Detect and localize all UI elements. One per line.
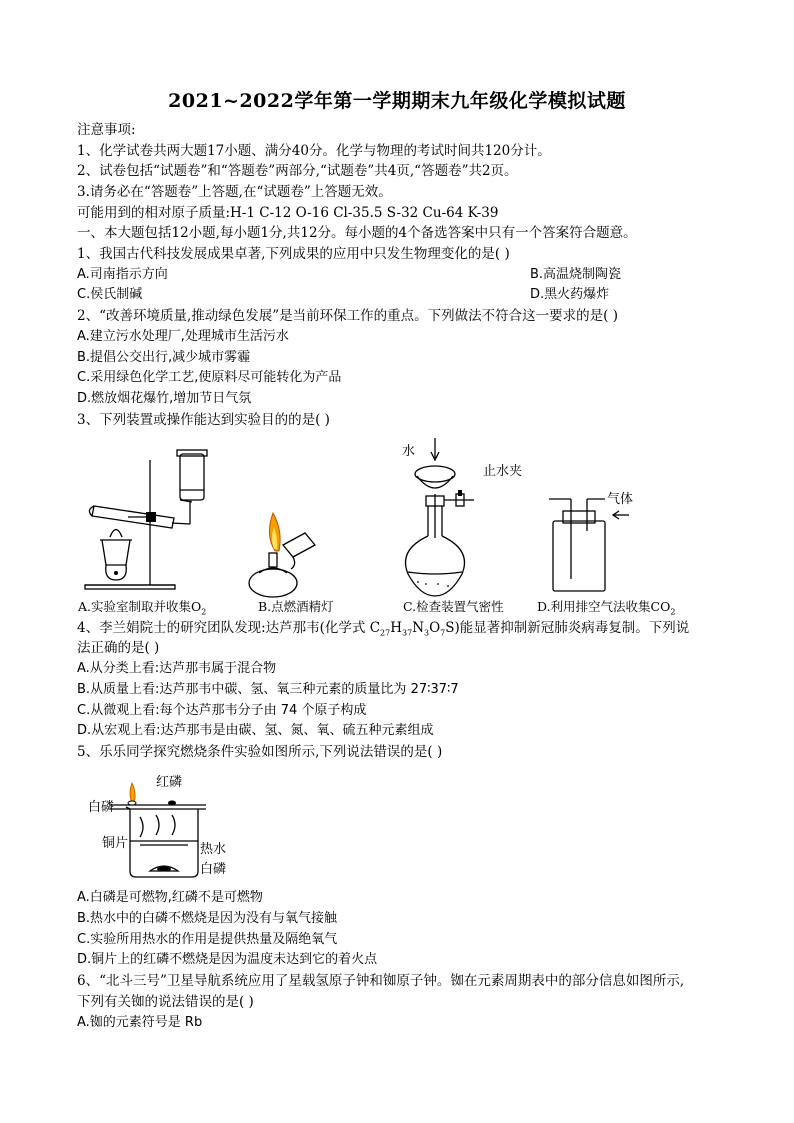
note-2: 2、试卷包括“试题卷”和“答题卷”两部分,“试题卷”共4页,“答题卷”共2页。 [77,163,518,179]
q2-stem: 2、“改善环境质量,推动绿色发展”是当前环保工作的重点。下列做法不符合这一要求的是( ) [77,308,619,324]
q3-caption-c: C.检查装置气密性 [403,599,504,614]
q3-stem: 3、下列装置或操作能达到实验目的的是( ) [77,412,330,428]
q5-option-c: C.实验所用热水的作用是提供热量及隔绝氧气 [77,932,338,947]
q1-option-a: A.司南指示方向 [77,267,168,282]
q3-caption-b: B.点燃酒精灯 [258,599,334,614]
q1-stem: 1、我国古代科技发展成果卓著,下列成果的应用中只发生物理变化的是( ) [77,246,510,262]
q6-stem: 6、“北斗三号”卫星导航系统应用了星载氢原子钟和铷原子钟。铷在元素周期表中的部分信息如图所示, [77,973,685,989]
q5-option-d: D.铜片上的红磷不燃烧是因为温度未达到它的着火点 [77,952,378,967]
q4-stem: 4、李兰娟院士的研究团队发现:达芦那韦(化学式 $C_{27}H_{37}N_3O_7S$)能显著抑制新冠肺炎病毒复制。下列说 [77,620,690,638]
label-hot-water: 热水 [200,842,227,857]
q2-option-b: B.提倡公交出行,减少城市雾霾 [77,350,251,365]
atomic-masses: 可能用到的相对原子质量:H-1 C-12 O-16 Cl-35.5 S-32 Cu-64 K-39 [77,205,499,221]
note-3: 3.请务必在“答题卷”上答题,在“试题卷”上答题无效。 [77,184,392,200]
q4-stem-cont: 法正确的是( ) [77,640,160,656]
q5-option-b: B.热水中的白磷不燃烧是因为没有与氧气接触 [77,911,338,926]
q2-option-d: D.燃放烟花爆竹,增加节日气氛 [77,391,252,406]
label-clamp: 止水夹 [483,464,523,479]
apparatus-b-figure [245,505,325,605]
notes-heading: 注意事项: [77,122,136,138]
apparatus-a-figure [80,440,210,600]
label-gas: 气体 [607,492,634,507]
q4-option-a: A.从分类上看:达芦那韦属于混合物 [77,661,277,676]
label-red-phosphorus: 红磷 [156,775,183,790]
q3-caption-a: A.实验室制取并收集$O_2$ [78,599,207,617]
q4-option-b: B.从质量上看:达芦那韦中碳、氢、氧三种元素的质量比为 27∶37∶7 [77,682,459,697]
q1-option-b: B.高温烧制陶瓷 [530,267,622,282]
q5-stem: 5、乐乐同学探究燃烧条件实验如图所示,下列说法错误的是( ) [77,744,443,760]
section-1-heading: 一、本大题包括12小题,每小题1分,共12分。每小题的4个备选答案中只有一个答案符合题意。 [77,225,637,241]
label-copper-sheet: 铜片 [102,836,129,851]
q3-caption-d: D.利用排空气法收集$CO_2$ [537,599,676,617]
q6-stem-cont: 下列有关铷的说法错误的是( ) [77,994,254,1010]
q1-option-d: D.黑火药爆炸 [530,287,610,302]
label-water: 水 [402,444,416,459]
apparatus-d-figure [545,495,665,595]
note-1: 1、化学试卷共两大题17小题、满分40分。化学与物理的考试时间共120分计。 [77,143,551,159]
q4-option-c: C.从微观上看:每个达芦那韦分子由 74 个原子构成 [77,703,367,718]
q5-option-a: A.白磷是可燃物,红磷不是可燃物 [77,890,263,905]
q4-option-d: D.从宏观上看:达芦那韦是由碳、氢、氮、氧、硫五种元素组成 [77,723,434,738]
label-white-phosphorus-bottom: 白磷 [200,862,227,877]
label-white-phosphorus-top: 白磷 [88,800,115,815]
q2-option-a: A.建立污水处理厂,处理城市生活污水 [77,329,289,344]
q6-option-a: A.铷的元素符号是 Rb [77,1015,203,1030]
q2-option-c: C.采用绿色化学工艺,使原料尽可能转化为产品 [77,370,342,385]
exam-title: 2021~2022学年第一学期期末九年级化学模拟试题 [168,90,626,112]
q1-option-c: C.侯氏制碱 [77,287,143,302]
